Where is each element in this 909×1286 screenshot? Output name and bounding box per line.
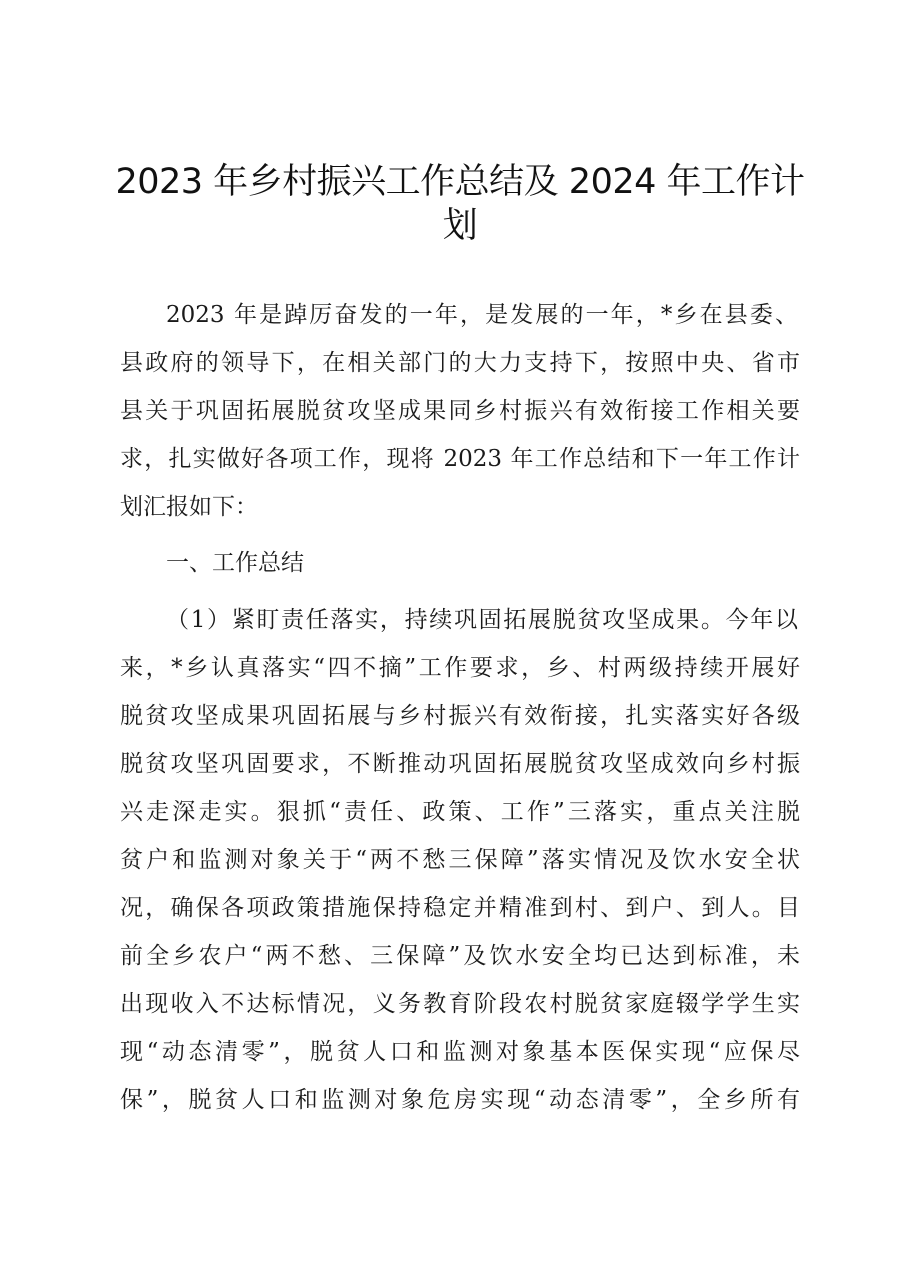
document-title	[110, 160, 810, 248]
paragraph-line: （1）紧盯责任落实，持续巩固拓展脱贫攻坚成果。今年以	[166, 607, 798, 633]
paragraph-line: 2023 年是踔厉奋发的一年，是发展的一年，*乡在县委、	[166, 302, 798, 328]
title-line: 2023 年乡村振兴工作总结及 2024 年工作计	[115, 162, 805, 202]
paragraph-line: 求，扎实做好各项工作，现将 2023 年工作总结和下一年工作计	[120, 446, 800, 472]
paragraph-line: 县关于巩固拓展脱贫攻坚成果同乡村振兴有效衔接工作相关要	[120, 398, 800, 424]
paragraph-line: 保”，脱贫人口和监测对象危房实现“动态清零”，全乡所有	[120, 1087, 800, 1113]
title-line: 划	[442, 206, 478, 246]
paragraph-line: 脱贫攻坚巩固要求，不断推动巩固拓展脱贫攻坚成效向乡村振	[120, 751, 800, 777]
section-heading: 一、工作总结	[166, 550, 304, 576]
paragraph-line: 况，确保各项政策措施保持稳定并精准到村、到户、到人。目	[120, 895, 800, 921]
paragraph-line: 前全乡农户“两不愁、三保障”及饮水安全均已达到标准，未	[120, 943, 800, 969]
paragraph-line: 划汇报如下：	[120, 494, 258, 520]
paragraph-line: 出现收入不达标情况，义务教育阶段农村脱贫家庭辍学学生实	[120, 991, 800, 1017]
paragraph-line: 现“动态清零”，脱贫人口和监测对象基本医保实现“应保尽	[120, 1039, 800, 1065]
paragraph-line: 贫户和监测对象关于“两不愁三保障”落实情况及饮水安全状	[120, 847, 800, 873]
paragraph-line: 兴走深走实。狠抓“责任、政策、工作”三落实，重点关注脱	[120, 799, 800, 825]
paragraph-line: 脱贫攻坚成果巩固拓展与乡村振兴有效衔接，扎实落实好各级	[120, 703, 800, 729]
paragraph-line: 县政府的领导下，在相关部门的大力支持下，按照中央、省市	[120, 350, 800, 376]
paragraph-line: 来，*乡认真落实“四不摘”工作要求，乡、村两级持续开展好	[120, 655, 800, 681]
